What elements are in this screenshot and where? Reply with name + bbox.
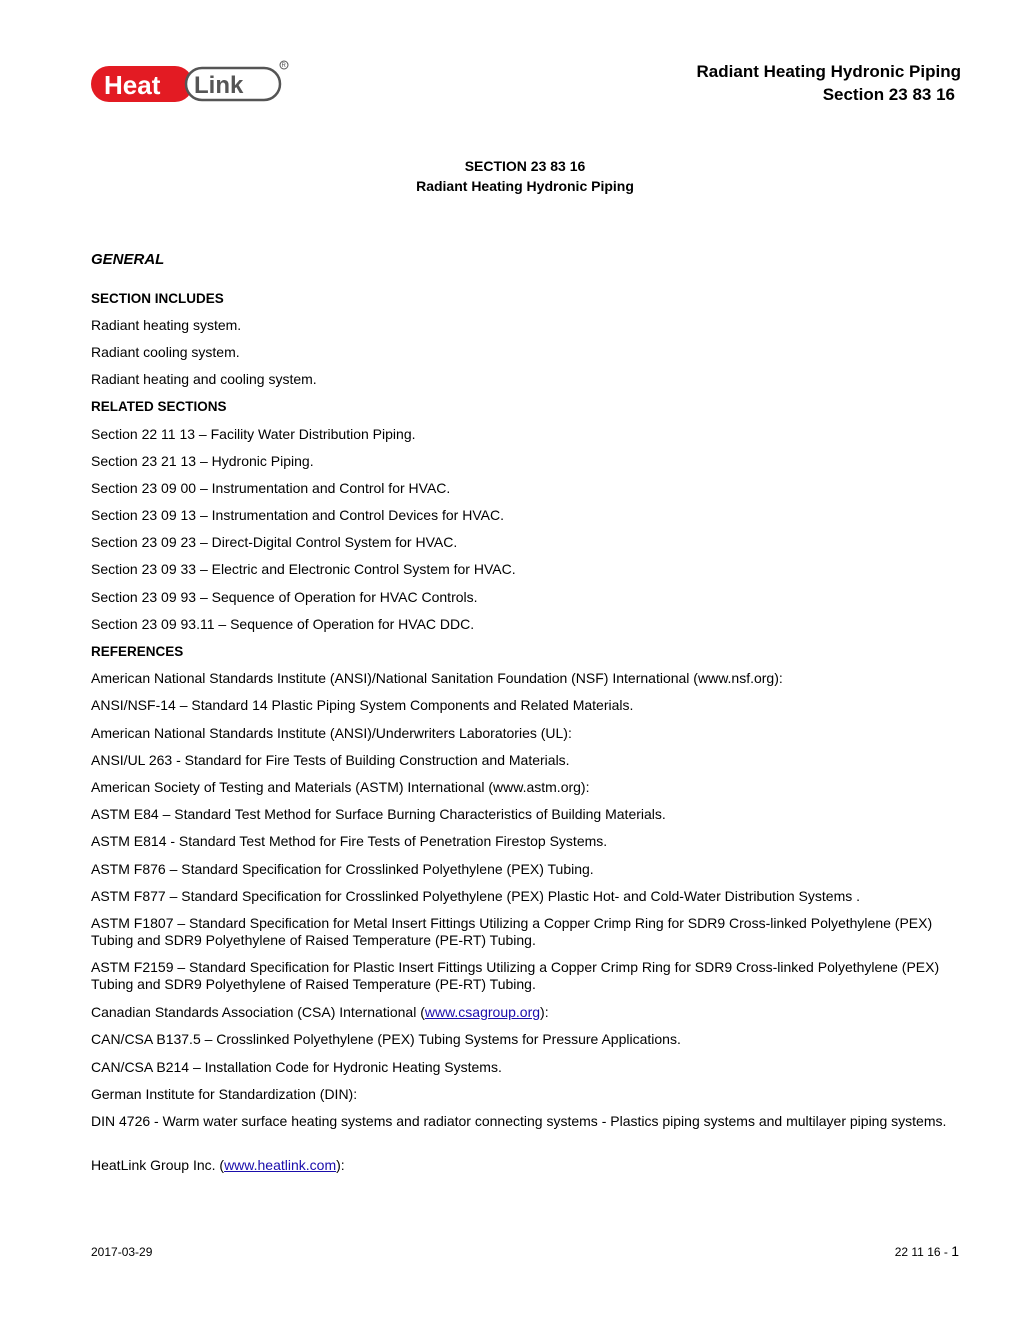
general-heading: GENERAL xyxy=(91,251,165,268)
logo-word-link: Link xyxy=(194,72,244,99)
heatlink-link[interactable]: www.heatlink.com xyxy=(224,1157,337,1173)
list-item: Radiant heating system. xyxy=(91,317,242,333)
heatlink-prefix: HeatLink Group Inc. ( xyxy=(91,1157,225,1173)
list-item: ASTM E814 - Standard Test Method for Fire Tests of Penetration Firestop Systems. xyxy=(91,833,608,849)
list-item-heatlink xyxy=(91,1157,345,1174)
list-item: Section 23 09 23 – Direct-Digital Control System for HVAC. xyxy=(91,534,458,550)
list-item: ANSI/NSF-14 – Standard 14 Plastic Piping System Components and Related Materials. xyxy=(91,697,634,713)
csa-prefix: Canadian Standards Association (CSA) International ( xyxy=(91,1004,425,1020)
list-item: ASTM F1807 – Standard Specification for Metal Insert Fittings Utilizing a Copper Crimp Ring for SDR9 Cross-linked Polyethylene (PEX) Tubing and SDR9 Polyethylene of Raised Temperature (PE-RT) Tubing. xyxy=(91,915,933,948)
list-item: German Institute for Standardization (DIN): xyxy=(91,1086,358,1102)
list-item: American National Standards Institute (ANSI)/Underwriters Laboratories (UL): xyxy=(91,725,572,741)
list-item: Section 23 09 33 – Electric and Electronic Control System for HVAC. xyxy=(91,561,516,577)
page-number: 1 xyxy=(951,1243,959,1259)
list-item: ASTM F877 – Standard Specification for Crosslinked Polyethylene (PEX) Plastic Hot- and Cold-Water Distribution Systems . xyxy=(91,888,861,904)
list-item: ASTM F876 – Standard Specification for Crosslinked Polyethylene (PEX) Tubing. xyxy=(91,861,594,877)
section-title: SECTION 23 83 16 xyxy=(464,158,586,174)
csa-link[interactable]: www.csagroup.org xyxy=(424,1004,541,1020)
related-sections-heading: RELATED SECTIONS xyxy=(91,399,227,414)
list-item: CAN/CSA B214 – Installation Code for Hydronic Heating Systems. xyxy=(91,1059,502,1075)
list-item: American Society of Testing and Materials (ASTM) International (www.astm.org): xyxy=(91,779,590,795)
list-item: American National Standards Institute (ANSI)/National Sanitation Foundation (NSF) International (www.nsf.org): xyxy=(91,670,783,686)
header-section-number: Section 23 83 16 xyxy=(822,85,955,104)
logo-word-heat: Heat xyxy=(104,70,161,100)
list-item: Radiant heating and cooling system. xyxy=(91,371,317,387)
list-item: ASTM F2159 – Standard Specification for Plastic Insert Fittings Utilizing a Copper Crimp Ring for SDR9 Cross-linked Polyethylene (PEX) Tubing and SDR9 Polyethylene of Raised Temperature (PE-RT) Tubing. xyxy=(91,959,940,992)
footer-page-label: 22 11 16 - xyxy=(894,1245,952,1259)
list-item-csa xyxy=(91,1004,549,1021)
heatlink-suffix: ): xyxy=(336,1157,345,1173)
list-item: ASTM E84 – Standard Test Method for Surface Burning Characteristics of Building Materials. xyxy=(91,806,666,822)
list-item: Section 23 09 13 – Instrumentation and Control Devices for HVAC. xyxy=(91,507,504,523)
header-doc-title: Radiant Heating Hydronic Piping xyxy=(696,62,961,81)
csa-suffix: ): xyxy=(540,1004,549,1020)
references-heading: REFERENCES xyxy=(91,644,184,659)
list-item: CAN/CSA B137.5 – Crosslinked Polyethylene (PEX) Tubing Systems for Pressure Applications. xyxy=(91,1031,681,1047)
footer-date: 2017-03-29 xyxy=(91,1245,153,1259)
list-item: DIN 4726 - Warm water surface heating systems and radiator connecting systems - Plastics piping systems and multilayer piping systems. xyxy=(91,1113,947,1129)
section-includes-heading: SECTION INCLUDES xyxy=(91,291,224,306)
list-item: Section 22 11 13 – Facility Water Distribution Piping. xyxy=(91,426,416,442)
list-item: Section 23 09 93 – Sequence of Operation for HVAC Controls. xyxy=(91,589,478,605)
list-item: Radiant cooling system. xyxy=(91,344,240,360)
section-name: Radiant Heating Hydronic Piping xyxy=(416,178,634,194)
list-item: Section 23 21 13 – Hydronic Piping. xyxy=(91,453,314,469)
list-item: Section 23 09 93.11 – Sequence of Operation for HVAC DDC. xyxy=(91,616,475,632)
footer-page-number xyxy=(895,1243,959,1259)
registered-mark-letter: R xyxy=(281,63,286,70)
list-item: ANSI/UL 263 - Standard for Fire Tests of Building Construction and Materials. xyxy=(91,752,570,768)
list-item: Section 23 09 00 – Instrumentation and Control for HVAC. xyxy=(91,480,451,496)
heatlink-logo xyxy=(90,60,290,106)
